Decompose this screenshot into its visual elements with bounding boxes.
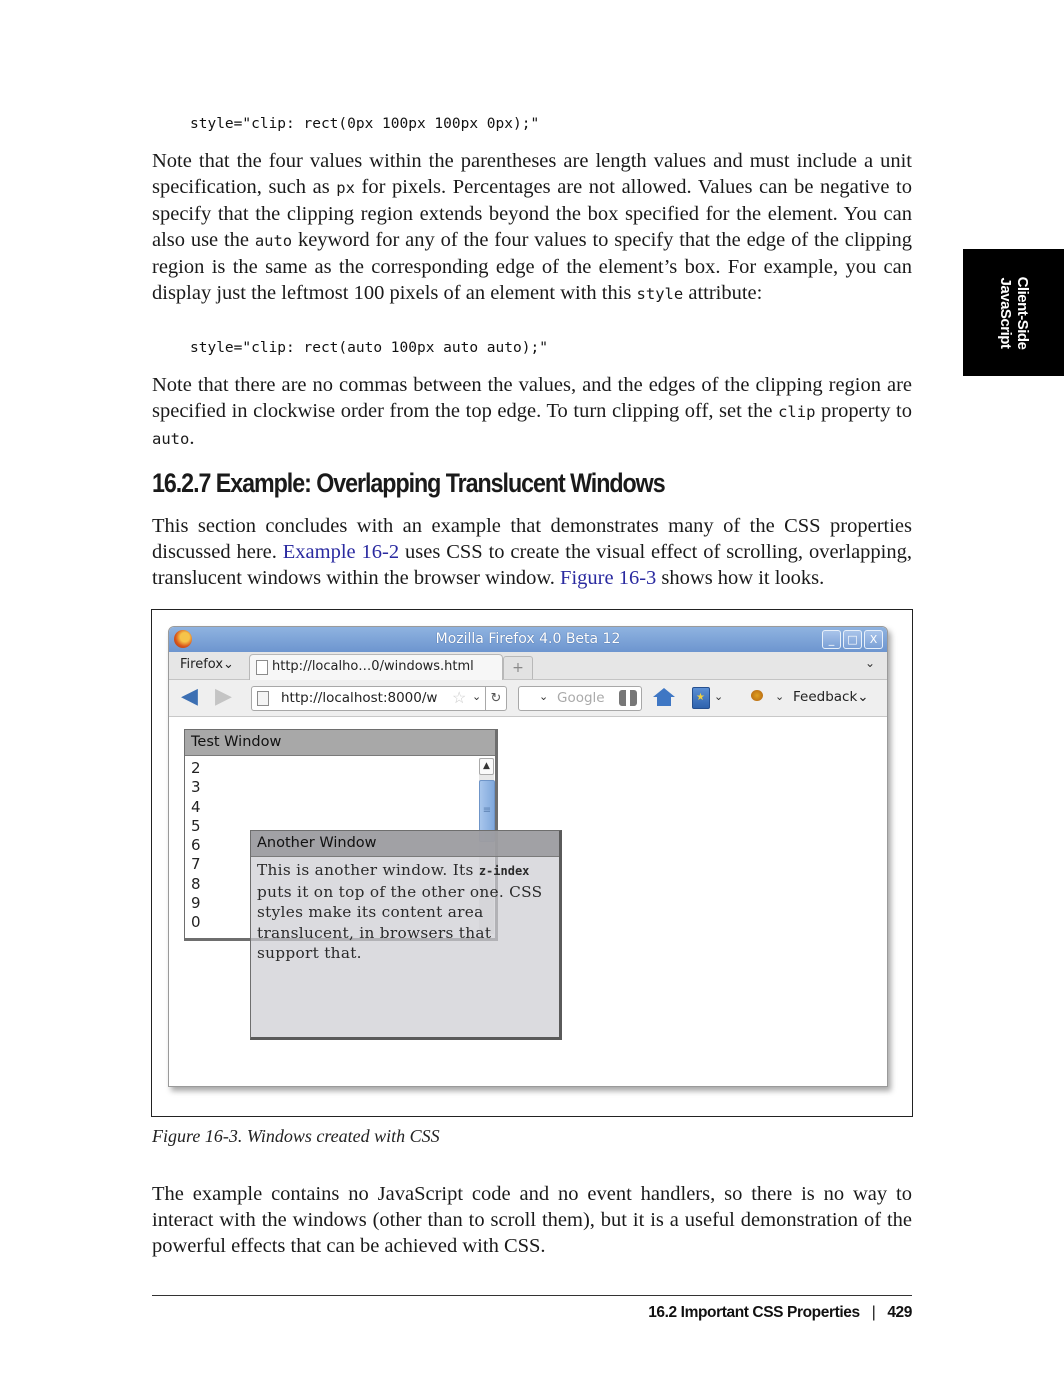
window-titlebar[interactable] (169, 627, 887, 652)
forward-arrow-icon[interactable]: ▶ (215, 684, 232, 709)
inline-code: auto (152, 430, 190, 448)
footer-separator: | (871, 1304, 876, 1321)
page-viewport (169, 717, 887, 1086)
code-sample-clip-auto: style="clip: rect(auto 100px auto auto);" (190, 340, 548, 356)
new-tab-button[interactable]: + (503, 656, 533, 679)
list-item: 9 (191, 894, 201, 913)
list-item: 4 (191, 797, 201, 816)
navigation-toolbar (169, 680, 887, 717)
page-icon (257, 691, 269, 706)
paragraph-clip-values: Note that the four values within the parentheses are length values and must include a unit specification, such as px for pixels. Percentages are not allowed. Values can be negative to specify that the clipping region extends beyond the box specified for the element. You can also use the auto keyword for any of the four values to specify that the edge of the clipping region is the same as the corresponding edge of the element’s box. For example, you can display just the leftmost 100 pixels of an element with this style attribute: (152, 150, 913, 304)
list-item: 7 (191, 855, 201, 874)
tab-windows-html[interactable] (249, 654, 503, 680)
list-item: 6 (191, 836, 201, 855)
minimize-button[interactable]: _ (822, 630, 841, 649)
maximize-button[interactable]: □ (843, 630, 862, 649)
url-input[interactable]: http://localhost:8000/w (281, 690, 438, 706)
home-icon[interactable] (653, 688, 675, 697)
inline-code: clip (778, 403, 816, 421)
bookmarks-chevron-icon[interactable]: ⌄ (714, 690, 724, 703)
another-window (250, 830, 562, 1040)
tab-bar (169, 652, 887, 680)
inline-code: z-index (478, 864, 530, 878)
list-item: 3 (191, 778, 201, 797)
another-window-title: Another Window (251, 831, 559, 857)
window-controls (822, 630, 883, 649)
window-title: Mozilla Firefox 4.0 Beta 12 (435, 631, 621, 647)
footer-section-title: 16.2 Important CSS Properties (648, 1304, 860, 1321)
paragraph-example-intro: This section concludes with an example that demonstrates many of the CSS properties discussed here. Example 16-2 uses CSS to create the visual effect of scrolling, overlapping, translucent windows within the browser window. Figure 16-3 shows how it looks. (152, 515, 912, 589)
scroll-up-arrow-icon[interactable]: ▲ (479, 758, 494, 775)
tab-label: http://localho…0/windows.html (272, 659, 474, 674)
test-window-title: Test Window (185, 730, 495, 756)
code-sample-clip-rect: style="clip: rect(0px 100px 100px 0px);" (190, 116, 540, 132)
search-bar[interactable] (518, 686, 642, 711)
list-item: 0 (191, 913, 201, 932)
bookmark-star-icon[interactable]: ☆ (452, 690, 467, 707)
reload-icon[interactable]: ↻ (485, 687, 506, 710)
bug-report-icon[interactable] (751, 690, 763, 701)
list-item: 5 (191, 816, 201, 835)
figure-16-3-link[interactable]: Figure 16-3 (560, 567, 657, 589)
firefox-menu-button[interactable]: Firefox⌄ (180, 657, 234, 672)
url-history-chevron-icon[interactable]: ⌄ (472, 690, 482, 703)
search-engine-chevron-icon[interactable]: ⌄ (539, 690, 549, 703)
inline-code: style (636, 285, 684, 303)
feedback-tool-chevron-icon[interactable]: ⌄ (775, 690, 785, 703)
section-heading: 16.2.7 Example: Overlapping Translucent Windows (152, 468, 665, 498)
url-bar[interactable] (251, 686, 507, 711)
chapter-thumb-tab (963, 249, 1064, 376)
list-item: 8 (191, 874, 201, 893)
close-button[interactable]: X (864, 630, 883, 649)
paragraph-conclusion: The example contains no JavaScript code and no event handlers, so there is no way to interact with the windows (other than to scroll them), but it is a useful demonstration of the powerful effects that can be achieved with CSS. (152, 1183, 912, 1257)
paragraph-clip-order: Note that there are no commas between the values, and the edges of the clipping region are specified in clockwise order from the top edge. To turn clipping off, set the clip property to auto. (152, 374, 912, 449)
test-window-content (191, 759, 201, 933)
bookmarks-icon[interactable] (692, 687, 710, 709)
page-footer (152, 1304, 912, 1322)
chevron-down-icon: ⌄ (857, 689, 869, 705)
inline-code: px (336, 179, 355, 197)
figure-caption: Figure 16-3. Windows created with CSS (152, 1126, 440, 1146)
inline-code: auto (254, 232, 293, 250)
back-arrow-icon[interactable]: ◀ (181, 684, 198, 709)
chevron-down-icon: ⌄ (223, 657, 234, 672)
search-input[interactable]: Google (557, 690, 605, 706)
footer-divider (152, 1295, 912, 1296)
scrollbar-thumb[interactable]: ≡ (479, 780, 495, 842)
thumb-tab-line-1: Client-Side (1013, 276, 1031, 349)
thumb-tab-line-2: JavaScript (996, 277, 1014, 348)
page-number: 429 (887, 1304, 912, 1321)
example-16-2-link[interactable]: Example 16-2 (282, 541, 400, 563)
list-item: 2 (191, 759, 201, 777)
tab-list-chevron-icon[interactable]: ⌄ (864, 656, 875, 670)
page-icon (256, 660, 268, 675)
feedback-button[interactable]: Feedback⌄ (793, 689, 869, 705)
binoculars-search-icon[interactable] (619, 690, 637, 706)
another-window-content: This is another window. Its z-index puts it on top of the other one. CSS styles make its content area translucent, in browsers that support that. (257, 861, 543, 963)
firefox-window (168, 626, 888, 1087)
